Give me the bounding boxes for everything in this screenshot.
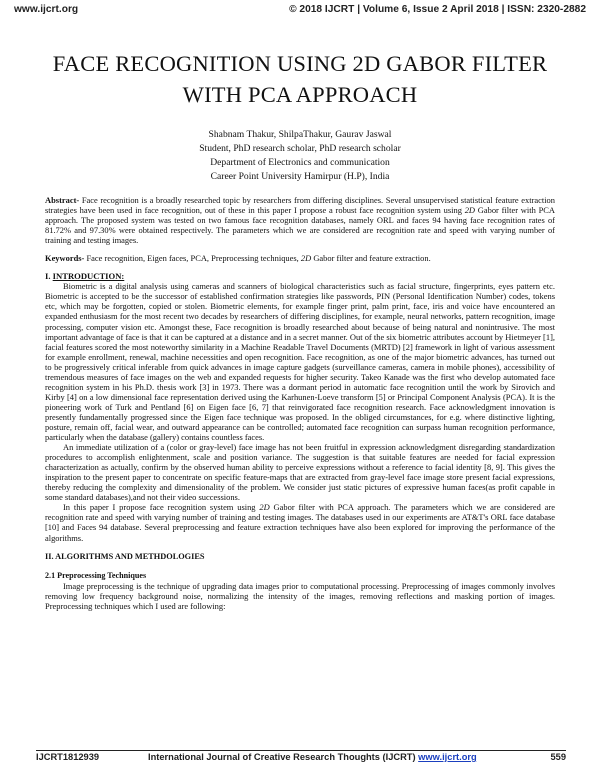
page-header: [14, 4, 586, 20]
author-department: Department of Electronics and communication: [210, 157, 390, 168]
section-1-heading: [45, 271, 555, 281]
title-line-2: WITH PCA APPROACH: [182, 82, 418, 107]
section-2-heading: II. ALGORITHMS AND METHDOLOGIES: [45, 551, 205, 561]
keywords-math-2d: 2D: [300, 253, 312, 264]
footer-journal-link[interactable]: www.ijcrt.org: [418, 752, 477, 762]
footer-paper-id: IJCRT1812939: [36, 752, 100, 762]
abstract-label: Abstract-: [45, 195, 80, 205]
paper-body: [45, 195, 555, 611]
author-roles: Student, PhD research scholar, PhD research scholar: [199, 143, 401, 154]
paper-title: [20, 48, 580, 110]
intro-p3-math-2d: 2D: [259, 502, 270, 513]
footer-divider: [36, 750, 566, 751]
preprocessing-paragraph: Image preprocessing is the technique of upgrading data images prior to computational processing. Preprocessing of images commonly involves removing low frequency background noise, normalizing the intensity of the images, removing reflections and masking portion of images. Preprocessing techniques which I used are following:: [45, 580, 555, 611]
keywords-label: Keywords-: [45, 253, 85, 264]
abstract-text-b: Gabor filter with PCA approach. The proposed system was tested on two famous face recognition databases, namely ORL and faces 94 having face recognition rates of 81.72% and 97.30% were obtained respectively. The parameters which we are considered are recognition rate and speed with varying number of training and testing images.: [45, 205, 555, 246]
footer-journal-name: International Journal of Creative Research Thoughts (IJCRT): [148, 752, 419, 762]
footer-page-number: 559: [550, 752, 566, 762]
keywords-text-b: Gabor filter and feature extraction.: [311, 253, 431, 264]
intro-paragraph-2: An immediate utilization of a (color or gray-level) face image has not been fruitful in expression acknowledgment disregarding standardization procedures to accomplish enlightenment, scale and position variance. The suggestion is that suitable features are needed for facial expression characterization as actually, confirm by the observed human ability to perceive expressions without a reference to facial identity [8, 9]. This gives the inspiration to the present paper to concentrate on specific feature-maps that are extracted from gray-level face image store present facial expressions, thereby reducing the complexity and dimensionality of the problem. We consider just static pictures of expressive human faces(as profit capable in some standard databases),and not their video successions.: [45, 442, 555, 503]
abstract-text-a: Face recognition is a broadly researched topic by researchers from differing disciplines. Several unsupervised statistical feature extraction strategies have been used in face recognition, out of these in this paper I propose a robust face recognition system using: [45, 195, 555, 216]
header-citation: © 2018 IJCRT | Volume 6, Issue 2 April 2018 | ISSN: 2320-2882: [289, 4, 586, 15]
keywords-text-a: Face recognition, Eigen faces, PCA, Preprocessing techniques,: [84, 253, 301, 264]
abstract-math-2d: 2D: [464, 205, 476, 216]
intro-p3-text-a: In this paper I propose face recognition system using: [63, 502, 260, 513]
page-footer: [36, 752, 566, 768]
keywords: [45, 253, 555, 263]
title-line-1: FACE RECOGNITION USING 2D GABOR FILTER: [52, 51, 548, 76]
footer-journal: [148, 752, 477, 762]
author-names: Shabnam Thakur, ShilpaThakur, Gaurav Jaswal: [208, 129, 392, 140]
intro-paragraph-1: Biometric is a digital analysis using cameras and scanners of biological characteristics such as facial structure, fingerprints, eyes pattern etc. Biometric is accepted to be the successor of established confirmation strategies like passwords, PIN (Personal Identification Number) codes, tokens etc, which may be forgotten, copied or stolen. Biometric elements, for example finger print, palm print, face, iris and voice have encountered an expanded enthusiasm for the most recent two decades by researchers of differing disciplines, for example, neural networks, pattern recognition, image processing, computer vision etc. Amongst these, Face recognition is broadly researched about because of being natural and nonintrusive. The most important advantage of face is that it can be captured at a distance and in a secret manner. Out of the six biometric attributes account by Hietmeyer [1], facial features scored the most noteworthy similarity in a Machine Readable Travel Documents (MRTD) [2] framework in light of various assessment for example enrollment, renewal, machine necessities and open recognition. Face recognition, as one of the major biometric advances, has turned out to be progressively critical inferable from quick advances in image capture gadgets (surveillance cameras, camera in mobile phones), accessibility of tremendous measures of face images on the web and expanded requests for higher security. Takeo Kanade was the first who develop automated face recognition system in his Ph.D. thesis work [3] in 1973. There was a dormant period in automatic face recognition until the work by Sirovich and Kirby [4] on a low dimensional face representation derived using the Karhunen-Loeve transform [5] or Principal Component Analysis (PCA). It is the pioneering work of Turk and Pentland [6] on Eigen face [6, 7] that reinvigorated face recognition research. Face acknowledgment innovation is presently fundamentally progressed since the Eigen face technique was proposed. In the obliged circumstances, for e.g. where distinctive lighting, posture, remain off, facial wear, and outward appearance can be controlled; automated face recognition can surpass human recognition performance, particularly when the database (gallery) contains countless faces.: [45, 281, 555, 443]
intro-p3-text-b: Gabor filter with PCA approach. The parameters which we are considered are recognition rate and speed with varying number of training and testing images. The databases used in our experiments are AT&T's ORL face database [10] and Faces 94 database. Several preprocessing and feature extraction techniques have also been explored for improving the performance of the algorithms.: [45, 502, 555, 543]
abstract: [45, 195, 555, 245]
section-1-number: I.: [45, 271, 51, 282]
author-block: [60, 128, 540, 184]
author-university: Career Point University Hamirpur (H.P), India: [210, 171, 390, 182]
header-site: www.ijcrt.org: [14, 4, 79, 15]
intro-paragraph-3: [45, 502, 555, 542]
subsection-2-1-heading: 2.1 Preprocessing Techniques: [45, 570, 147, 580]
section-1-title: INTRODUCTION:: [52, 271, 125, 282]
